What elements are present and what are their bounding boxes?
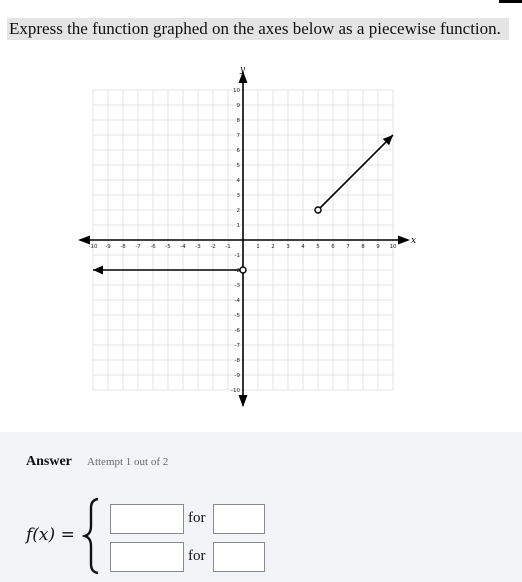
function-name — [26, 525, 75, 545]
x-tick-label: 7 — [346, 244, 350, 250]
y-tick-label: -2 — [234, 268, 240, 274]
y-tick-label: -5 — [234, 313, 240, 319]
open-circle-endpoint — [315, 207, 321, 213]
axes — [78, 65, 416, 407]
y-tick-label: -4 — [234, 298, 240, 304]
x-tick-label: -1 — [225, 244, 231, 250]
function-piece-2 — [318, 135, 393, 210]
y-tick-label: 4 — [236, 178, 240, 184]
y-tick-label: 2 — [236, 208, 240, 214]
piece-1-expression-input[interactable] — [110, 504, 184, 534]
y-tick-label: 3 — [236, 193, 240, 199]
answer-panel — [0, 432, 522, 582]
y-tick-label: -9 — [234, 373, 240, 379]
piece-1-condition-input[interactable] — [213, 504, 265, 534]
y-tick-label: 7 — [236, 133, 240, 139]
equals-sign: = — [60, 525, 75, 545]
x-tick-label: 9 — [376, 244, 380, 250]
x-tick-label: -5 — [165, 244, 171, 250]
y-tick-label: 10 — [233, 88, 240, 94]
left-brace-icon — [82, 496, 102, 576]
y-tick-label: -3 — [234, 283, 240, 289]
y-tick-label: 5 — [236, 163, 240, 169]
x-tick-label: -9 — [105, 244, 111, 250]
question-text: Express the function graphed on the axes below as a piecewise function. — [7, 18, 509, 40]
x-tick-label: 1 — [256, 244, 260, 250]
y-tick-label: -10 — [231, 388, 240, 394]
x-tick-label: 5 — [316, 244, 320, 250]
function-name-text: f(x) — [26, 525, 56, 545]
y-tick-label: -8 — [234, 358, 240, 364]
piece-2-expression-input[interactable] — [110, 542, 184, 572]
x-tick-label: 2 — [271, 244, 275, 250]
x-tick-label: 6 — [331, 244, 335, 250]
x-tick-label: 4 — [301, 244, 305, 250]
piece-2-for-label: for — [188, 548, 206, 564]
y-tick-label: 6 — [236, 148, 240, 154]
x-tick-label: 3 — [286, 244, 290, 250]
y-tick-label: -1 — [234, 253, 240, 259]
piece-1-for-label: for — [188, 510, 206, 526]
coordinate-graph — [60, 60, 430, 410]
x-tick-label: -6 — [150, 244, 156, 250]
x-tick-label: -10 — [88, 244, 98, 250]
y-axis-bottom-arrowhead — [239, 395, 248, 407]
x-tick-label: 8 — [361, 244, 365, 250]
top-edge-bar — [499, 0, 522, 3]
x-tick-label: 10 — [389, 244, 397, 250]
answer-label: Answer — [26, 454, 72, 469]
x-tick-label: -4 — [180, 244, 186, 250]
x-tick-label: -7 — [135, 244, 141, 250]
y-tick-label: 1 — [236, 223, 240, 229]
attempt-counter: Attempt 1 out of 2 — [87, 456, 169, 468]
x-tick-label: -3 — [195, 244, 201, 250]
y-tick-label: 8 — [236, 118, 240, 124]
y-axis-label: y — [240, 65, 246, 75]
arrowhead-endpoint — [93, 266, 103, 275]
open-circle-endpoint — [240, 267, 246, 273]
x-axis-label: x — [411, 236, 417, 246]
x-tick-label: -8 — [120, 244, 126, 250]
y-tick-label: 9 — [236, 103, 240, 109]
y-tick-label: -6 — [234, 328, 240, 334]
y-tick-label: -7 — [234, 343, 240, 349]
piece-2-condition-input[interactable] — [213, 542, 265, 572]
x-axis-right-arrowhead — [398, 236, 410, 245]
x-tick-label: -2 — [210, 244, 216, 250]
